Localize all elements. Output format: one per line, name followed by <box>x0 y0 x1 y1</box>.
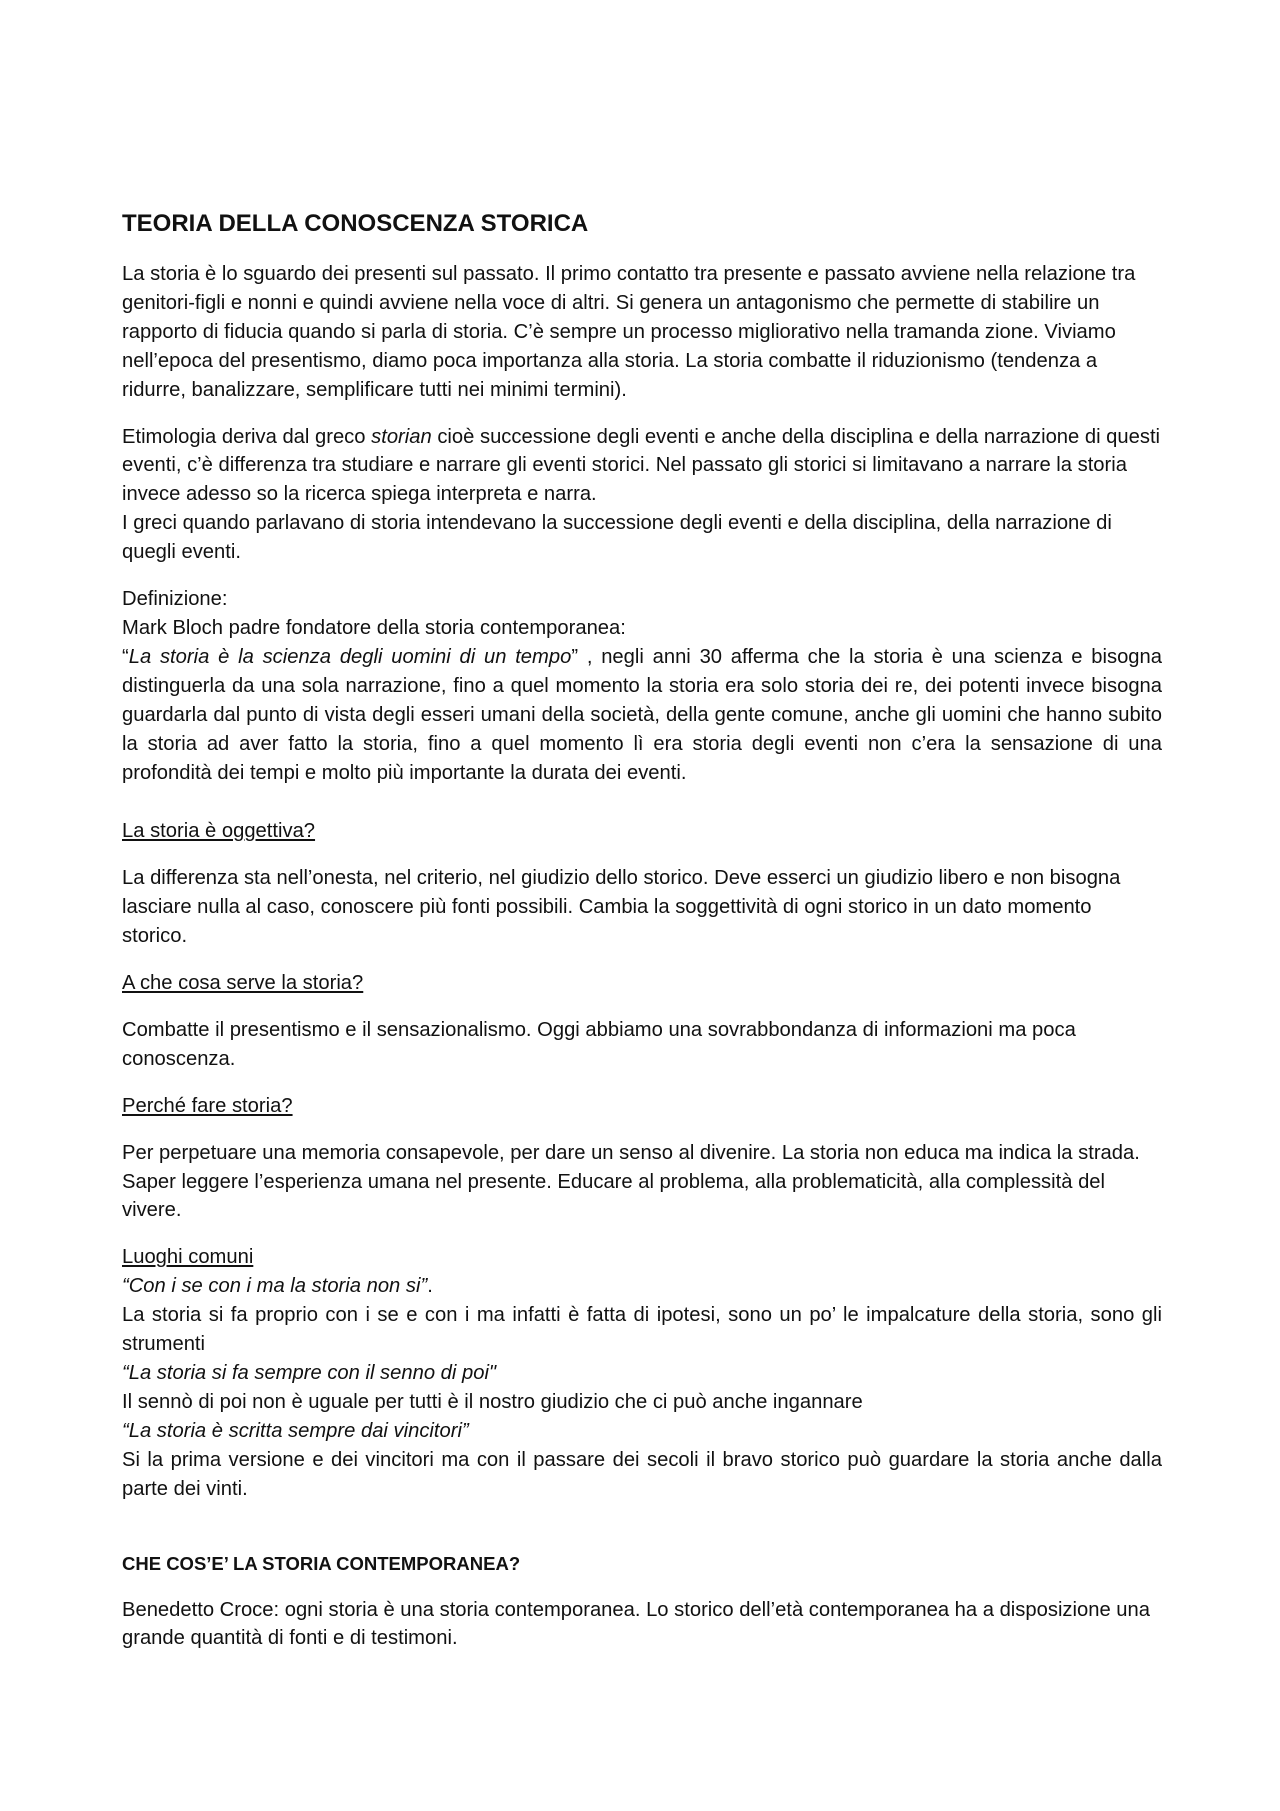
paragraph-intro: La storia è lo sguardo dei presenti sul passato. Il primo contatto tra presente e passato avviene nella relazione tra genitori-figli e nonni e quindi avviene nella voce di altri. Si genera un antagonismo che permette di stabilire un rapporto di fiducia quando si parla di storia. C’è sempre un processo migliorativo nella tramanda zione. Viviamo nell’epoca del presentismo, diamo poca importanza alla storia. La storia combatte il riduzionismo (tendenza a ridurre, banalizzare, semplificare tutti nei minimi termini). <box>122 263 1136 401</box>
luoghi-quote1-line <box>122 1272 1162 1301</box>
question-objective-text: La storia è oggettiva? <box>122 820 316 843</box>
bloch-quote: La storia è la scienza degli uomini di un tempo <box>128 645 572 668</box>
question-purpose <box>122 969 1162 998</box>
answer-objective: La differenza sta nell’onesta, nel criterio, nel giudizio dello storico. Deve esserci un giudizio libero e non bisogna lasciare nulla al caso, conoscere più fonti possibili. Cambia la soggettività di ogni storico in un dato momento storico. <box>122 867 1121 948</box>
answer-why: Per perpetuare una memoria consapevole, per dare un senso al divenire. La storia non educa ma indica la strada. Saper leggere l’esperienza umana nel presente. Educare al problema, alla problematicità, alla complessità del vivere. <box>122 1141 1140 1222</box>
bloch-quote-close: ” <box>571 645 579 668</box>
paragraph-luoghi-comuni <box>122 1243 1162 1503</box>
section-heading-contemporary: CHE COS’E’ LA STORIA CONTEMPORANEA? <box>122 1552 521 1574</box>
question-why <box>122 1092 1162 1121</box>
luoghi-text2: Il sennò di poi non è uguale per tutti è il nostro giudizio che ci può anche ingannare <box>122 1390 863 1413</box>
paragraph-etymology <box>122 423 1162 568</box>
luoghi-text1: La storia si fa proprio con i se e con i ma infatti è fatta di ipotesi, sono un po’ le impalcature della storia, sono gli strumenti <box>122 1304 1162 1356</box>
etymology-text-before: Etimologia deriva dal greco <box>122 425 372 448</box>
etymology-second-line: I greci quando parlavano di storia intendevano la successione degli eventi e della disciplina, della narrazione di quegli eventi. <box>122 512 1112 564</box>
luoghi-text3: Si la prima versione e dei vincitori ma con il passare dei secoli il bravo storico può guardare la storia anche dalla parte dei vinti. <box>122 1448 1162 1500</box>
definition-bloch: Mark Bloch padre fondatore della storia contemporanea: <box>122 616 626 639</box>
etymology-text-after: cioè successione degli eventi e anche della disciplina e della narrazione di questi eventi, c’è differenza tra studiare e narrare gli eventi storici. Nel passato gli storici si limitavano a narrare la storia invece adesso so la ricerca spiega interpreta e narra. <box>122 425 1161 506</box>
luoghi-quote2: “La storia si fa sempre con il senno di poi" <box>122 1362 497 1384</box>
question-objective <box>122 817 1162 846</box>
paragraph-definition <box>122 585 1162 787</box>
luoghi-quote3: “La storia è scritta sempre dai vincitori” <box>122 1419 469 1442</box>
luoghi-quote1-end: . <box>427 1275 433 1298</box>
document-page <box>122 208 1162 1671</box>
etymology-italic-term: storian <box>371 425 432 448</box>
question-purpose-text: A che cosa serve la storia? <box>122 972 364 995</box>
paragraph-croce: Benedetto Croce: ogni storia è una storia contemporanea. Lo storico dell’età contemporanea ha a disposizione una grande quantità di fonti e di testimoni. <box>122 1598 1150 1650</box>
answer-purpose: Combatte il presentismo e il sensazionalismo. Oggi abbiamo una sovrabbondanza di informazioni ma poca conoscenza. <box>122 1018 1076 1070</box>
luoghi-quote1: “Con i se con i ma la storia non si” <box>122 1275 428 1298</box>
bloch-rest: , negli anni 30 afferma che la storia è una scienza e bisogna distinguerla da una sola narrazione, fino a quel momento la storia era solo storia dei re, dei potenti invece bisogna guardarla dal punto di vista degli esseri umani della società, della gente comune, anche gli uomini che hanno subito la storia ad aver fatto la storia, fino a quel momento lì era storia degli eventi non c’era la sensazione di una profondità dei tempi e molto più importante la durata dei eventi. <box>122 645 1162 784</box>
question-why-text: Perché fare storia? <box>122 1094 293 1117</box>
bloch-quote-open: “ <box>122 645 129 668</box>
definition-label: Definizione: <box>122 588 228 611</box>
luoghi-heading: Luoghi comuni <box>122 1246 254 1269</box>
document-title: TEORIA DELLA CONOSCENZA STORICA <box>122 210 589 237</box>
